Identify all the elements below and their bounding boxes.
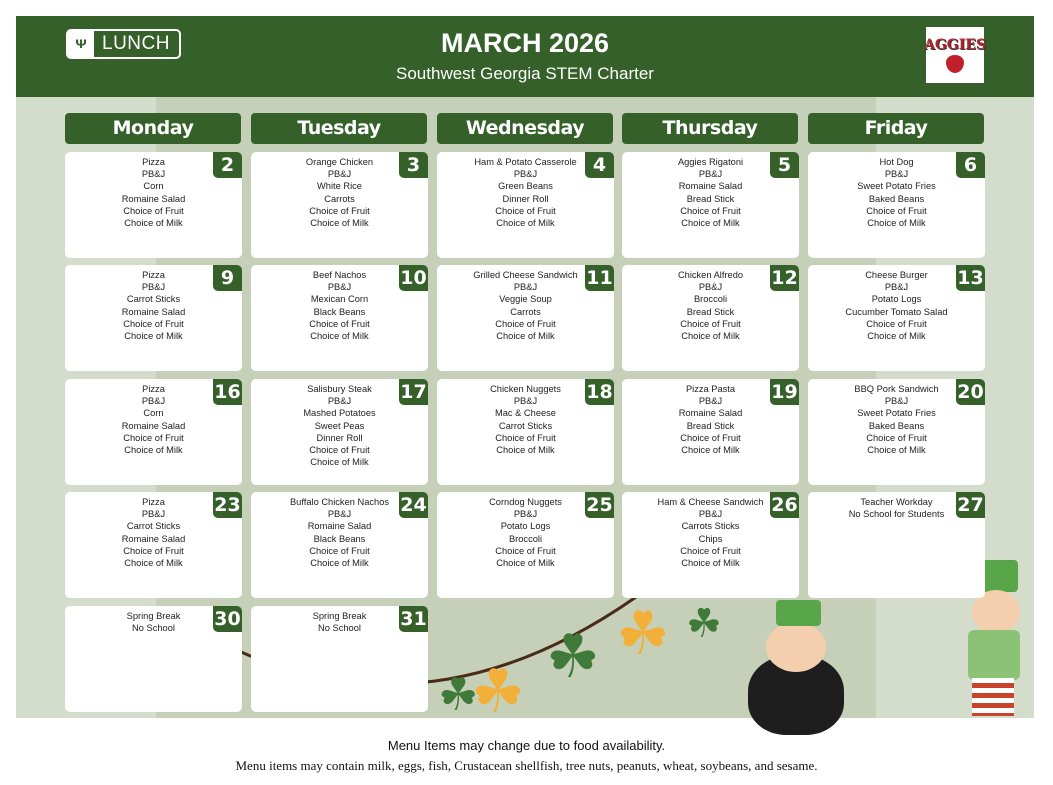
menu-item: Ham & Cheese Sandwich: [657, 497, 764, 507]
menu-item: White Rice: [317, 181, 362, 192]
menu-item: Cucumber Tomato Salad: [845, 306, 948, 317]
menu-item: Corn: [143, 408, 164, 419]
menu-item: Choice of Fruit: [495, 432, 556, 443]
day-cell: [65, 492, 242, 598]
clover-icon: ☘: [686, 602, 722, 646]
menu-item: Choice of Fruit: [495, 318, 556, 329]
day-number: 2: [213, 152, 242, 178]
menu-item: Choice of Fruit: [866, 432, 927, 443]
menu-item: Pizza: [142, 270, 165, 280]
menu-item: Choice of Fruit: [309, 545, 370, 556]
menu-item: Salisbury Steak: [307, 384, 372, 394]
menu-item: Carrots: [510, 306, 541, 317]
day-number: 27: [957, 494, 984, 516]
menu-item: Veggie Soup: [499, 294, 552, 305]
menu-item: Pizza: [142, 384, 165, 394]
day-number: 20: [957, 381, 984, 403]
school-name: Southwest Georgia STEM Charter: [396, 64, 654, 83]
day-cell: [251, 379, 428, 485]
weekday-header-monday: Monday: [65, 113, 241, 144]
menu-item: Baked Beans: [868, 420, 925, 431]
menu-item: Chips: [698, 533, 723, 544]
menu-item: Spring Break: [312, 611, 367, 621]
menu-item: PB&J: [141, 396, 166, 407]
day-number: 3: [399, 152, 428, 178]
day-number: 5: [770, 152, 799, 178]
menu-item: Chicken Nuggets: [490, 384, 561, 394]
day-number: 12: [771, 267, 798, 289]
menu-item: Romaine Salad: [121, 193, 186, 204]
menu-item: PB&J: [327, 169, 352, 180]
day-cell: [65, 152, 242, 258]
menu-item: Pizza Pasta: [685, 384, 736, 394]
menu-item: Corn: [143, 181, 164, 192]
menu-item: No School for Students: [848, 509, 945, 520]
day-number: 10: [400, 267, 427, 289]
day-cell: [622, 492, 799, 598]
menu-item: PB&J: [698, 282, 723, 293]
menu-item: Baked Beans: [868, 193, 925, 204]
menu-item: PB&J: [513, 509, 538, 520]
menu-item: Choice of Fruit: [866, 205, 927, 216]
menu-item: Choice of Milk: [310, 218, 369, 229]
menu-item: Choice of Milk: [124, 558, 183, 569]
day-cell: [437, 379, 614, 485]
clover-icon: ☘: [546, 623, 600, 690]
menu-item: Orange Chicken: [305, 157, 374, 167]
menu-item: Choice of Fruit: [309, 445, 370, 456]
menu-item: PB&J: [884, 396, 909, 407]
menu-item: Carrot Sticks: [126, 521, 181, 532]
menu-item: Choice of Fruit: [123, 545, 184, 556]
weekday-header-friday: Friday: [808, 113, 984, 144]
menu-item: Choice of Fruit: [680, 205, 741, 216]
menu-item: PB&J: [884, 169, 909, 180]
aggies-logo: AGGIES: [926, 27, 984, 83]
menu-item: Choice of Milk: [310, 558, 369, 569]
menu-item: Choice of Fruit: [495, 205, 556, 216]
menu-item: Cheese Burger: [865, 270, 928, 280]
day-number: 18: [586, 381, 613, 403]
day-cell: [251, 265, 428, 371]
day-number: 31: [400, 608, 427, 630]
menu-item: Corndog Nuggets: [489, 497, 562, 507]
menu-item: Carrots: [324, 193, 355, 204]
day-cell: [437, 265, 614, 371]
menu-item: PB&J: [513, 396, 538, 407]
menu-item: Choice of Milk: [681, 218, 740, 229]
day-cell: [437, 152, 614, 258]
menu-item: Grilled Cheese Sandwich: [473, 270, 578, 280]
day-cell: [251, 492, 428, 598]
menu-item: Pizza: [142, 497, 165, 507]
menu-item: Choice of Fruit: [680, 432, 741, 443]
menu-item: Romaine Salad: [678, 181, 743, 192]
menu-item: Choice of Milk: [310, 331, 369, 342]
clover-icon: ☘: [438, 669, 479, 718]
clover-icon: ☘: [616, 600, 670, 667]
day-cell: [622, 152, 799, 258]
menu-item: Bread Stick: [686, 306, 735, 317]
menu-item: Pizza: [142, 157, 165, 167]
menu-item: Chicken Alfredo: [677, 270, 744, 280]
menu-item: Teacher Workday: [860, 497, 933, 507]
clover-icon: ☘: [471, 658, 525, 718]
menu-item: Choice of Milk: [124, 331, 183, 342]
menu-item: Potato Logs: [500, 521, 551, 532]
menu-item: PB&J: [327, 509, 352, 520]
weekday-header-thursday: Thursday: [622, 113, 798, 144]
day-number: 23: [214, 494, 241, 516]
day-number: 6: [956, 152, 985, 178]
menu-item: Choice of Fruit: [309, 205, 370, 216]
menu-item: Choice of Fruit: [866, 318, 927, 329]
day-cell: [808, 379, 985, 485]
leprechaun-face: [766, 622, 826, 672]
weekday-header-wednesday: Wednesday: [437, 113, 613, 144]
day-number: 30: [214, 608, 241, 630]
menu-item: Buffalo Chicken Nachos: [289, 497, 390, 507]
day-number: 19: [771, 381, 798, 403]
fork-icon: ᴪ: [68, 31, 94, 57]
menu-item: Choice of Fruit: [495, 545, 556, 556]
menu-item: Choice of Milk: [867, 218, 926, 229]
day-cell: [622, 379, 799, 485]
menu-item: PB&J: [698, 396, 723, 407]
menu-item: Broccoli: [693, 294, 728, 305]
bull-icon: [946, 55, 964, 73]
menu-item: Choice of Fruit: [123, 205, 184, 216]
day-number: 11: [586, 267, 613, 289]
menu-item: Broccoli: [508, 533, 543, 544]
menu-item: PB&J: [327, 396, 352, 407]
menu-item: PB&J: [698, 509, 723, 520]
menu-item: Romaine Salad: [121, 306, 186, 317]
menu-item: Romaine Salad: [678, 408, 743, 419]
menu-item: Sweet Peas: [314, 420, 365, 431]
day-cell: [808, 265, 985, 371]
lunch-label: LUNCH: [102, 33, 170, 54]
menu-item: PB&J: [141, 169, 166, 180]
menu-item: Aggies Rigatoni: [677, 157, 744, 167]
menu-item: PB&J: [141, 282, 166, 293]
menu-item: Black Beans: [313, 306, 366, 317]
day-number: 24: [400, 494, 427, 516]
menu-item: No School: [318, 623, 361, 634]
day-cell: [65, 265, 242, 371]
menu-item: Sweet Potato Fries: [857, 181, 936, 192]
menu-item: Spring Break: [126, 611, 181, 621]
menu-item: Choice of Milk: [310, 457, 369, 468]
day-number: 17: [400, 381, 427, 403]
day-number: 13: [957, 267, 984, 289]
menu-item: Hot Dog: [879, 157, 914, 167]
menu-item: Choice of Milk: [496, 331, 555, 342]
availability-note: Menu Items may change due to food availability.: [387, 738, 666, 753]
menu-item: PB&J: [513, 282, 538, 293]
menu-item: Carrot Sticks: [498, 420, 553, 431]
menu-item: Choice of Fruit: [680, 545, 741, 556]
menu-item: Carrot Sticks: [126, 294, 181, 305]
menu-item: Potato Logs: [871, 294, 922, 305]
menu-item: Bread Stick: [686, 420, 735, 431]
menu-item: Choice of Milk: [496, 445, 555, 456]
menu-item: Choice of Milk: [124, 218, 183, 229]
menu-item: Choice of Fruit: [123, 432, 184, 443]
menu-item: Romaine Salad: [121, 420, 186, 431]
menu-item: Choice of Milk: [496, 218, 555, 229]
menu-item: Dinner Roll: [316, 432, 363, 443]
day-cell: [808, 492, 985, 598]
day-number: 9: [213, 265, 242, 291]
menu-item: PB&J: [327, 282, 352, 293]
day-cell: [65, 606, 242, 712]
menu-item: Bread Stick: [686, 193, 735, 204]
menu-item: Carrots Sticks: [681, 521, 740, 532]
menu-item: Choice of Fruit: [123, 318, 184, 329]
day-number: 25: [586, 494, 613, 516]
menu-item: Romaine Salad: [307, 521, 372, 532]
weekday-header-tuesday: Tuesday: [251, 113, 427, 144]
menu-item: No School: [132, 623, 175, 634]
menu-item: Beef Nachos: [312, 270, 367, 280]
menu-item: BBQ Pork Sandwich: [854, 384, 939, 394]
menu-item: PB&J: [698, 169, 723, 180]
menu-item: PB&J: [141, 509, 166, 520]
menu-item: Mac & Cheese: [495, 408, 556, 419]
allergen-note: Menu items may contain milk, eggs, fish, Crustacean shellfish, tree nuts, peanuts, wheat, soybeans, and sesame.: [235, 758, 818, 773]
menu-item: Choice of Milk: [124, 445, 183, 456]
menu-item: PB&J: [513, 169, 538, 180]
menu-item: Dinner Roll: [502, 193, 549, 204]
menu-item: Sweet Potato Fries: [857, 408, 936, 419]
day-cell: [251, 152, 428, 258]
menu-item: Choice of Milk: [867, 331, 926, 342]
menu-item: Romaine Salad: [121, 533, 186, 544]
leprechaun-hat: [776, 600, 821, 626]
menu-item: Mashed Potatoes: [303, 408, 376, 419]
day-cell: [437, 492, 614, 598]
menu-item: Ham & Potato Casserole: [474, 157, 577, 167]
menu-item: Choice of Milk: [496, 558, 555, 569]
menu-item: PB&J: [884, 282, 909, 293]
day-number: 4: [585, 152, 614, 178]
day-number: 16: [214, 381, 241, 403]
menu-item: Mexican Corn: [310, 294, 369, 305]
menu-item: Black Beans: [313, 533, 366, 544]
menu-item: Choice of Milk: [681, 331, 740, 342]
page-title: MARCH 2026: [440, 28, 610, 58]
day-cell: [622, 265, 799, 371]
menu-item: Choice of Milk: [681, 558, 740, 569]
menu-item: Choice of Milk: [681, 445, 740, 456]
day-cell: [808, 152, 985, 258]
header-banner: [16, 16, 1034, 97]
day-cell: [65, 379, 242, 485]
menu-item: Choice of Fruit: [680, 318, 741, 329]
menu-item: Green Beans: [498, 181, 553, 192]
day-number: 26: [771, 494, 798, 516]
menu-item: Choice of Milk: [867, 445, 926, 456]
menu-item: Choice of Fruit: [309, 318, 370, 329]
day-cell: [251, 606, 428, 712]
